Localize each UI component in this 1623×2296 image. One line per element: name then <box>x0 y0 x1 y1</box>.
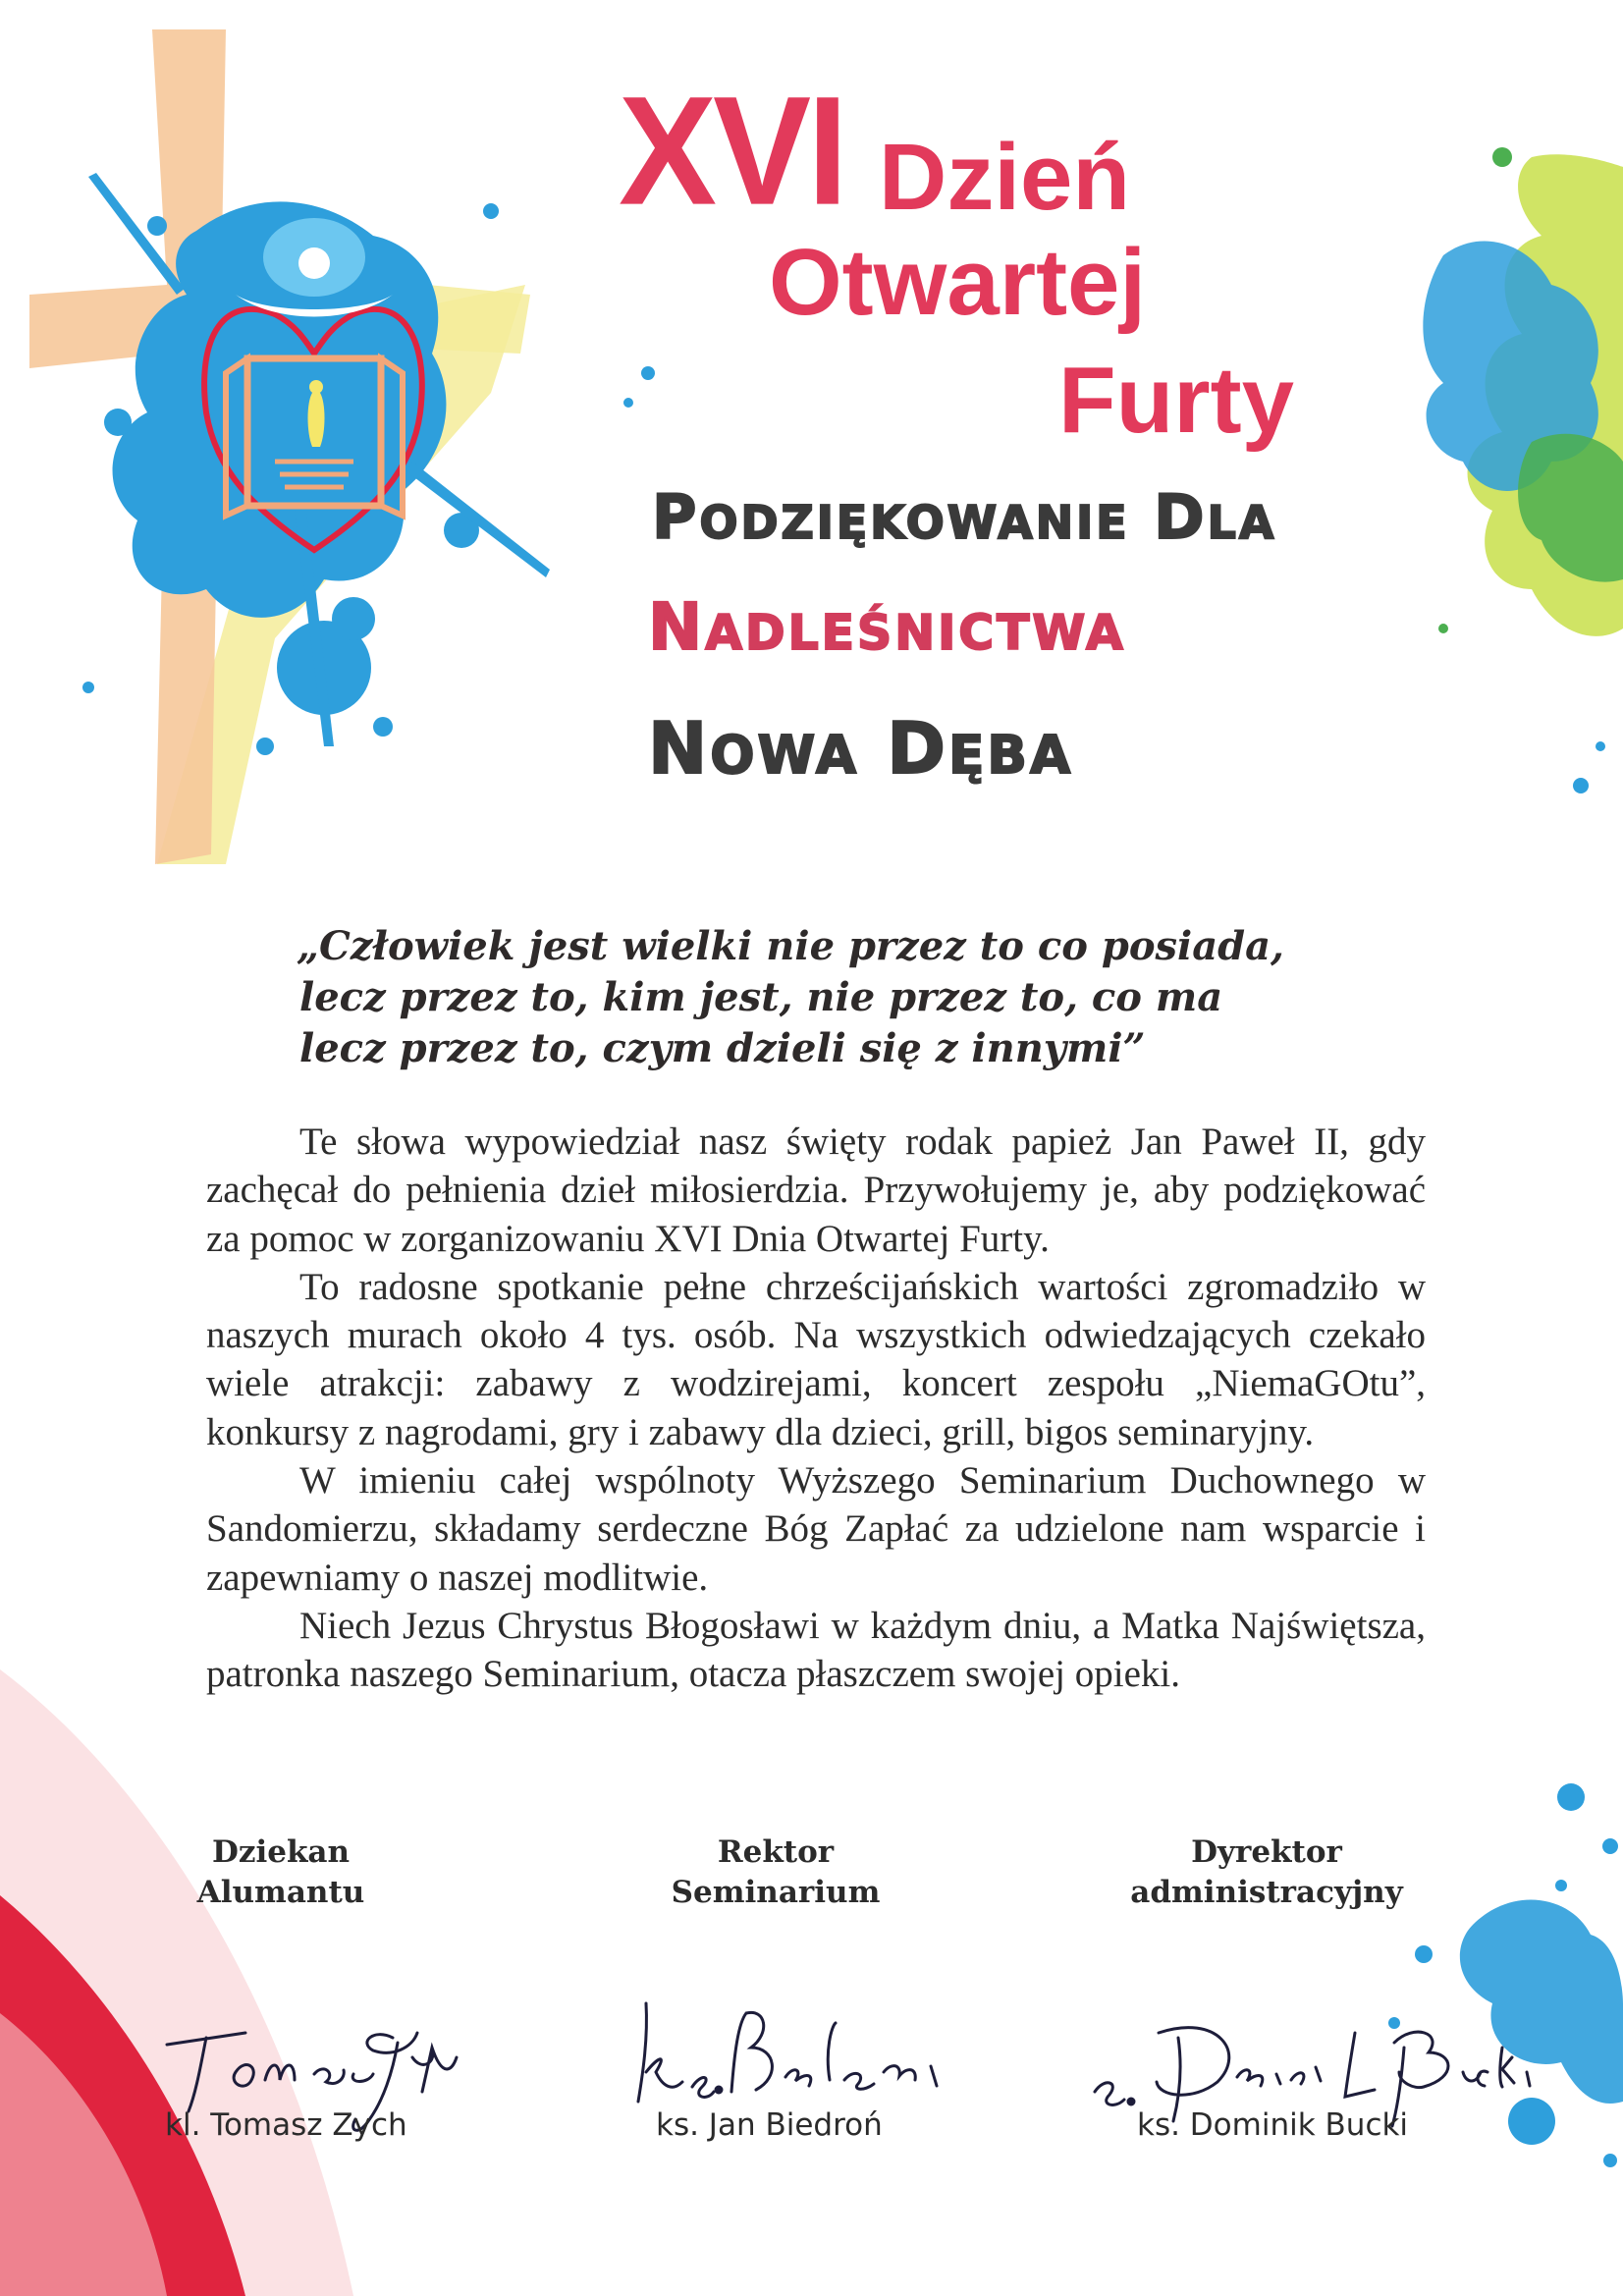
signatory-name: kl. Tomasz Zych <box>165 2107 407 2143</box>
quote-line: lecz przez to, kim jest, nie przez to, co ma <box>299 974 1223 1020</box>
signature-2-handwriting <box>638 2003 937 2102</box>
quote-line: „Człowiek jest wielki nie przez to co posiada, <box>297 923 1284 969</box>
letter-body <box>206 1118 1426 1699</box>
signature-title-line: Seminarium <box>671 1875 881 1910</box>
green-splash-icon <box>1423 147 1623 793</box>
title-number: XVI <box>619 63 844 238</box>
signature-title <box>1100 1832 1434 1913</box>
body-paragraph: Niech Jezus Chrystus Błogosławi w każdym dniu, a Matka Najświętsza, patronka naszego Seminarium, otacza płaszczem swojej opieki. <box>206 1604 1426 1696</box>
signature-title-line: Alumantu <box>196 1875 365 1910</box>
title-word-dzien: Dzień <box>879 125 1131 230</box>
signature-title-line: Rektor <box>717 1834 835 1870</box>
title-word-otwartej: Otwartej <box>769 230 1147 335</box>
body-paragraph: Te słowa wypowiedział nasz święty rodak papież Jan Paweł II, gdy zachęcał do pełnienia dzieł miłosierdzia. Przywołujemy je, aby podziękować za pomoc w zorganizowaniu XVI Dnia Otwartej Furty. <box>206 1121 1426 1260</box>
heading-thanks: PODZIĘKOWANIE DLA <box>652 481 1277 553</box>
signature-title <box>609 1832 943 1913</box>
signature-title-line: Dyrektor <box>1191 1834 1342 1870</box>
signature-title-line: Dziekan <box>211 1834 351 1870</box>
heading-recipient: NADLEŚNICTWA <box>648 589 1126 665</box>
signatory-name: ks. Dominik Bucki <box>1137 2107 1409 2143</box>
quote-line: lecz przez to, czym dzieli się z innymi” <box>299 1025 1146 1071</box>
body-paragraph: To radosne spotkanie pełne chrześcijańskich wartości zgromadziło w naszych murach około 4 tys. osób. Na wszystkich odwiedzających czekało wiele atrakcji: zabawy z wodzirejami, koncert zespołu „NiemaGOtu”, konkursy z nagrodami, gry i zabawy dla dzieci, grill, bigos seminaryjny. <box>206 1265 1426 1453</box>
signature-title-line: administracyjny <box>1130 1875 1403 1910</box>
title-word-furty: Furty <box>1058 348 1294 453</box>
signatory-name: ks. Jan Biedroń <box>656 2107 883 2143</box>
body-paragraph: W imieniu całej wspólnoty Wyższego Seminarium Duchownego w Sandomierzu, składamy serdeczne Bóg Zapłać za udzielone nam wsparcie i zapewniamy o naszej modlitwie. <box>206 1459 1426 1599</box>
heading-recipient-location: NOWA DĘBA <box>648 707 1074 790</box>
ribbon-decoration <box>0 1669 353 2296</box>
signature-title <box>114 1832 448 1913</box>
